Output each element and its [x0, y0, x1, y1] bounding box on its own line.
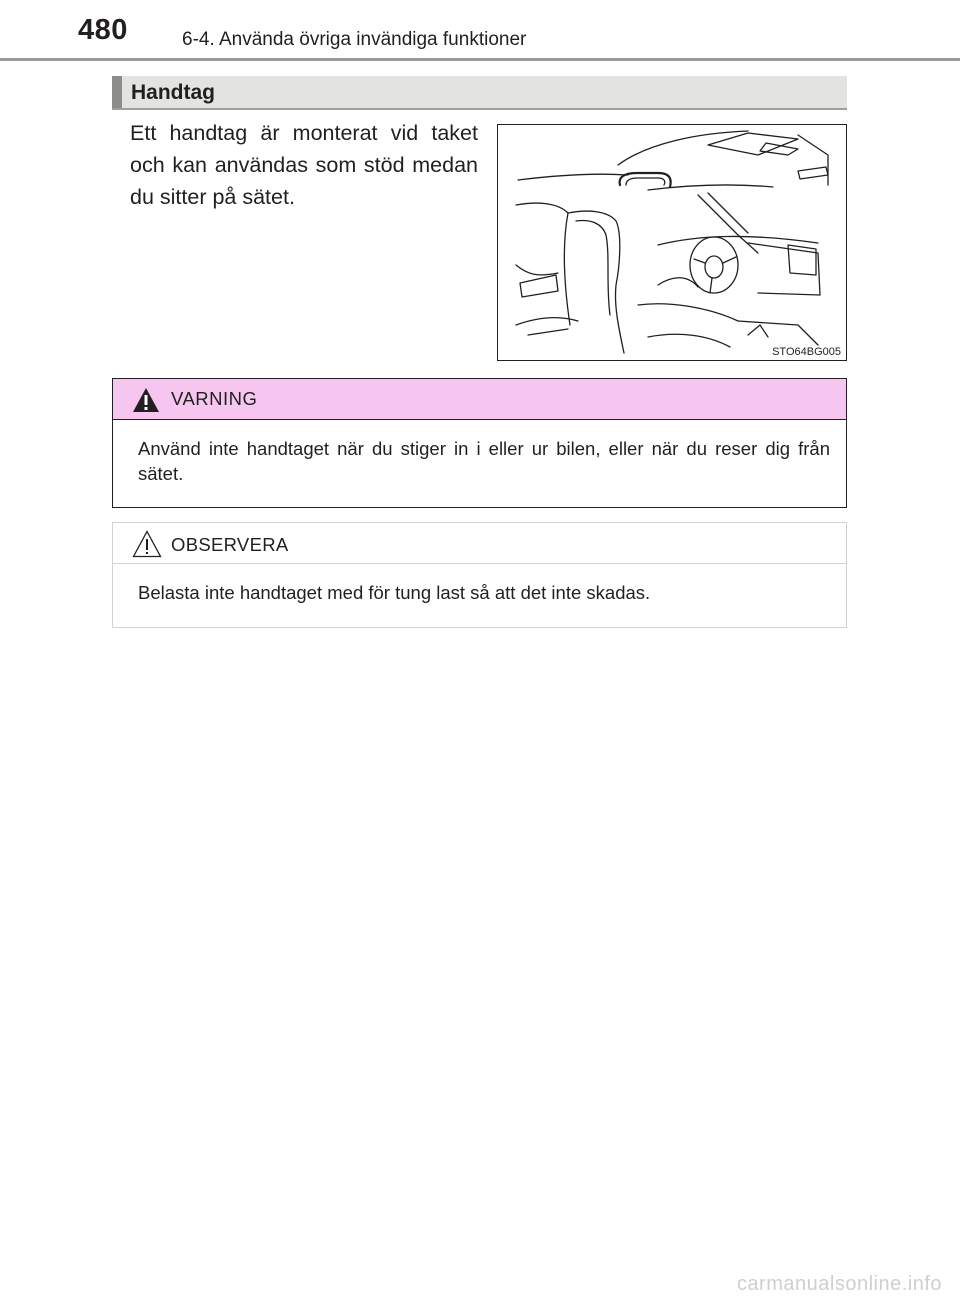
notice-box	[112, 522, 847, 628]
notice-text: Belasta inte handtaget med för tung last så att det inte skadas.	[138, 582, 651, 603]
section-heading-bar	[112, 76, 847, 110]
section-body-text: Ett handtag är monterat vid taket och kan användas som stöd medan du sitter på sätet.	[130, 121, 478, 209]
notice-label: OBSERVERA	[171, 534, 289, 555]
section-heading-accent	[112, 76, 122, 108]
warning-box	[112, 378, 847, 508]
watermark: carmanualsonline.info	[736, 1273, 942, 1295]
warning-triangle-icon	[132, 387, 160, 413]
figure-caption: STO64BG005	[772, 346, 841, 358]
warning-text: Använd inte handtaget när du stiger in i eller ur bilen, eller när du reser dig från sätet.	[138, 438, 830, 484]
warning-label: VARNING	[171, 388, 258, 409]
warning-header	[113, 379, 846, 420]
caution-triangle-icon	[132, 530, 162, 558]
notice-header	[113, 523, 846, 564]
page-number: 480	[78, 14, 128, 46]
car-interior-illustration	[497, 124, 847, 361]
car-interior-drawing	[498, 125, 845, 359]
header-rule	[0, 58, 960, 61]
running-head: 6-4. Använda övriga invändiga funktioner	[182, 29, 527, 50]
section-title: Handtag	[131, 81, 215, 104]
